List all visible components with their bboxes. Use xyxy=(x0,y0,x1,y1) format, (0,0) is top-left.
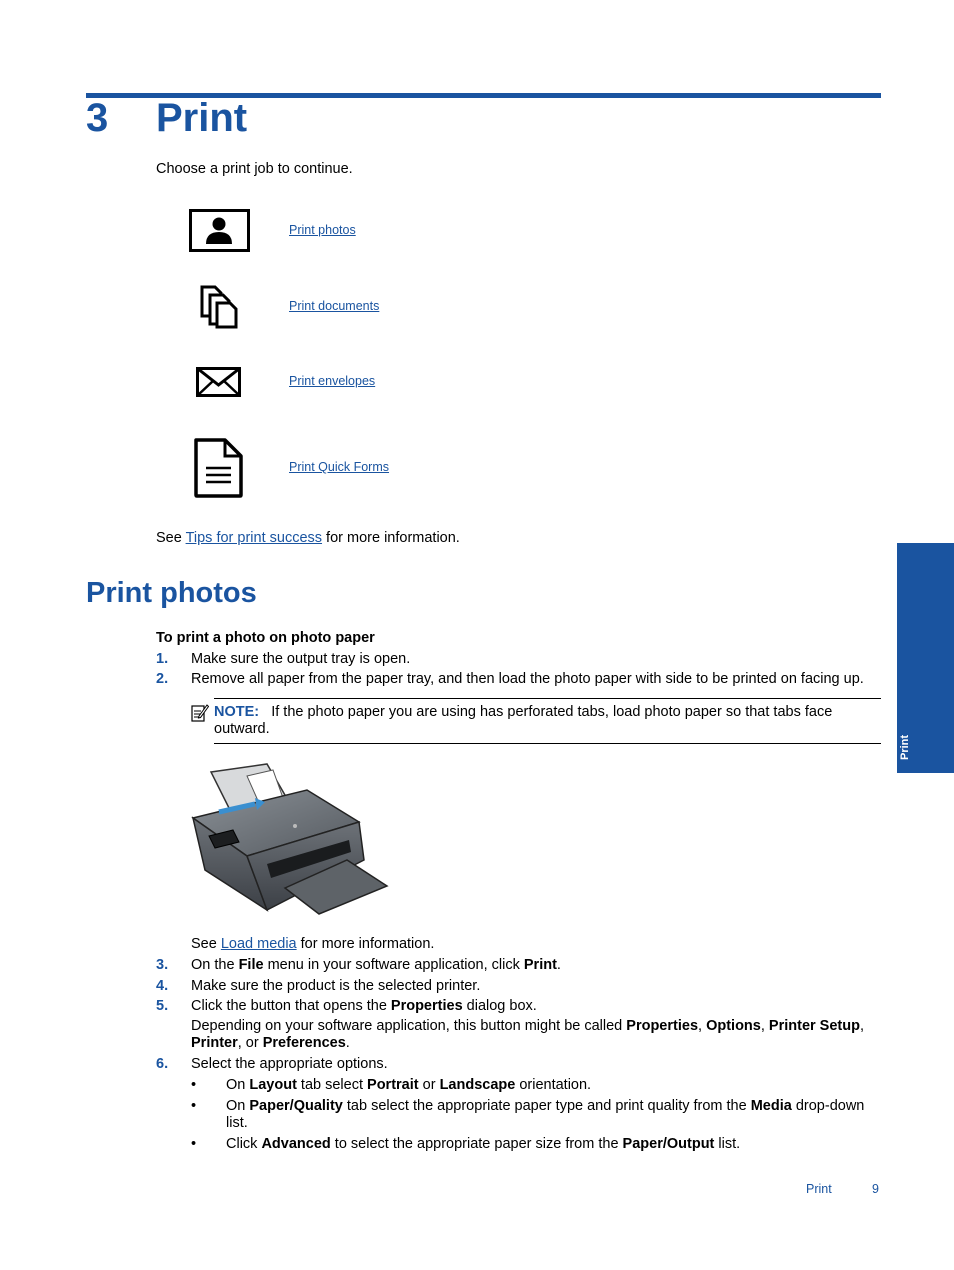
sep: , xyxy=(698,1018,707,1034)
sep: , xyxy=(859,1018,864,1034)
print-quick-forms-link[interactable]: Print Quick Forms xyxy=(289,460,390,474)
documents-icon[interactable] xyxy=(199,284,239,330)
term-properties: Properties xyxy=(626,1018,699,1034)
menu-file: File xyxy=(238,957,264,973)
step-text-pre: Click the button that opens the xyxy=(191,998,391,1014)
note-label: NOTE: xyxy=(214,704,260,720)
step-number: 2. xyxy=(156,671,169,687)
chapter-title: Print xyxy=(156,96,248,140)
bullet-mid: tab select xyxy=(296,1077,368,1093)
properties-term: Properties xyxy=(390,998,463,1014)
step-number: 3. xyxy=(156,957,169,973)
term-preferences: Preferences xyxy=(262,1035,346,1051)
bullet-mid: to select the appropriate paper size from the xyxy=(330,1136,623,1152)
bullet-text xyxy=(226,1136,876,1153)
note-box xyxy=(214,698,881,744)
footer-page-number: 9 xyxy=(872,1182,879,1196)
envelope-icon[interactable] xyxy=(196,367,242,397)
step-text-mid: menu in your software application, click xyxy=(263,957,524,973)
step-text-post: . xyxy=(556,957,561,973)
term-media: Media xyxy=(750,1098,792,1114)
step-text: Select the appropriate options. xyxy=(191,1056,388,1072)
see-load-text xyxy=(191,936,881,953)
bullet-mark: • xyxy=(191,1136,197,1152)
step-text-pre: On the xyxy=(191,957,239,973)
step-text: Remove all paper from the paper tray, and then load the photo paper with side to be printed on facing up. xyxy=(191,671,864,687)
section-title: Print photos xyxy=(86,577,257,609)
load-media-link[interactable]: Load media xyxy=(220,936,297,952)
term-portrait: Portrait xyxy=(367,1077,419,1093)
step-number: 4. xyxy=(156,978,169,994)
term-layout: Layout xyxy=(249,1077,297,1093)
term-paper-output: Paper/Output xyxy=(622,1136,715,1152)
print-documents-link[interactable]: Print documents xyxy=(289,299,380,313)
bullet-mid: or xyxy=(418,1077,440,1093)
bullet-pre: On xyxy=(226,1098,250,1114)
sep: , or xyxy=(237,1035,263,1051)
term-paper-quality: Paper/Quality xyxy=(249,1098,343,1114)
bullet-post: drop-down list. xyxy=(226,1098,865,1131)
intro-text: Choose a print job to continue. xyxy=(156,161,353,177)
see-tips-post: for more information. xyxy=(322,530,460,546)
step-text xyxy=(191,998,881,1015)
step-number: 1. xyxy=(156,651,169,667)
step-number: 6. xyxy=(156,1056,169,1072)
step-text: Make sure the output tray is open. xyxy=(191,651,411,667)
bullet-pre: Click xyxy=(226,1136,262,1152)
detail-post: . xyxy=(345,1035,350,1051)
print-photos-link[interactable]: Print photos xyxy=(289,223,356,237)
step-text-post: dialog box. xyxy=(462,998,537,1014)
chapter-number: 3 xyxy=(86,96,109,140)
note-body: If the photo paper you are using has perforated tabs, load photo paper so that tabs face outward. xyxy=(214,704,833,737)
see-load-post: for more information. xyxy=(296,936,435,952)
step-text xyxy=(191,957,881,974)
see-load-pre: See xyxy=(191,936,221,952)
printer-illustration xyxy=(189,760,391,916)
bullet-mid: tab select the appropriate paper type and print quality from the xyxy=(342,1098,751,1114)
see-tips-pre: See xyxy=(156,530,186,546)
note-icon xyxy=(191,703,209,723)
tips-link[interactable]: Tips for print success xyxy=(185,530,323,546)
term-options: Options xyxy=(706,1018,761,1034)
print-envelopes-link[interactable]: Print envelopes xyxy=(289,374,376,388)
photo-icon[interactable] xyxy=(189,209,251,253)
term-landscape: Landscape xyxy=(439,1077,516,1093)
bullet-pre: On xyxy=(226,1077,250,1093)
term-advanced: Advanced xyxy=(261,1136,331,1152)
quick-forms-icon[interactable] xyxy=(193,437,245,499)
see-tips-line xyxy=(156,530,460,546)
side-tab-label: Print xyxy=(899,734,911,760)
term-printer-setup: Printer Setup xyxy=(768,1018,860,1034)
bullet-post: list. xyxy=(714,1136,741,1152)
step-5-detail-text xyxy=(191,1018,881,1052)
bullet-text xyxy=(226,1077,876,1094)
procedure-title: To print a photo on photo paper xyxy=(156,630,375,646)
note-text xyxy=(214,704,874,738)
bullet-text xyxy=(226,1098,876,1132)
bullet-post: orientation. xyxy=(515,1077,592,1093)
bullet-mark: • xyxy=(191,1077,197,1093)
detail-pre: Depending on your software application, this button might be called xyxy=(191,1018,627,1034)
term-printer: Printer xyxy=(191,1035,238,1051)
step-number: 5. xyxy=(156,998,169,1014)
footer-section: Print xyxy=(806,1182,832,1196)
bullet-mark: • xyxy=(191,1098,197,1114)
menu-print: Print xyxy=(523,957,557,973)
step-text: Make sure the product is the selected printer. xyxy=(191,978,481,994)
sep: , xyxy=(760,1018,769,1034)
